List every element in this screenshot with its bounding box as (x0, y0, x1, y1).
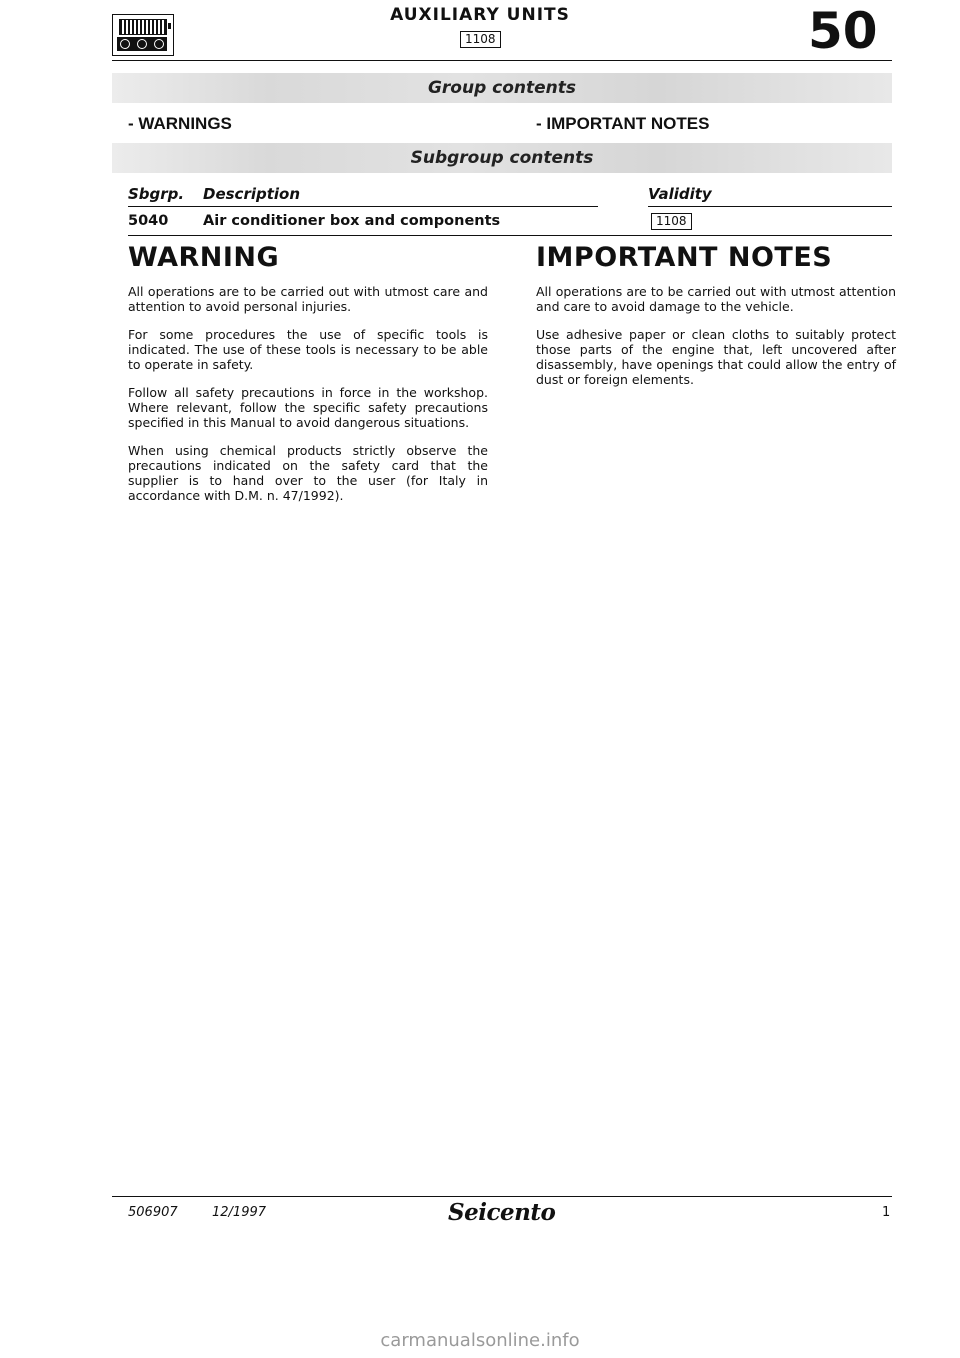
subgroup-contents-title: Subgroup contents (410, 148, 594, 168)
subgroup-validity-badge: 1108 (651, 213, 692, 230)
column-header-validity: Validity (648, 185, 712, 203)
subgroup-contents-banner (112, 143, 892, 173)
header-divider (112, 60, 892, 61)
notes-paragraph: Use adhesive paper or clean cloths to suitably protect those parts of the engine that, left uncovered after disassembly, have openings that could allow the entry of dust or foreign elements. (536, 327, 896, 387)
page-number: 1 (882, 1205, 891, 1220)
validity-badge: 1108 (460, 31, 501, 48)
connector-symbol (117, 37, 167, 51)
header-underline (648, 206, 892, 207)
warning-heading: WARNING (128, 242, 280, 273)
important-notes-link[interactable]: - IMPORTANT NOTES (536, 114, 710, 133)
column-header-description: Description (203, 185, 301, 203)
warning-paragraph: All operations are to be carried out with utmost care and attention to avoid personal injuries. (128, 284, 488, 314)
table-row-divider (128, 235, 892, 236)
subgroup-code[interactable]: 5040 (128, 213, 169, 229)
watermark: carmanualsonline.info (380, 1330, 580, 1351)
document-code: 506907 (128, 1205, 178, 1220)
important-notes-heading: IMPORTANT NOTES (536, 242, 833, 273)
notes-paragraph: All operations are to be carried out with utmost attention and care to avoid damage to the vehicle. (536, 284, 896, 314)
group-contents-banner (112, 73, 892, 103)
column-header-sbgrp: Sbgrp. (128, 185, 185, 203)
section-title: AUXILIARY UNITS (390, 5, 570, 25)
footer-divider (112, 1196, 892, 1197)
group-number: 50 (808, 2, 878, 60)
brand-logo: Seicento (448, 1199, 556, 1226)
warning-text (128, 284, 488, 516)
important-notes-text (536, 284, 896, 400)
battery-connector-icon (112, 14, 174, 56)
group-contents-title: Group contents (427, 78, 577, 98)
battery-symbol (119, 19, 167, 35)
warnings-link[interactable]: - WARNINGS (128, 114, 232, 133)
warning-paragraph: Follow all safety precautions in force in the workshop. Where relevant, follow the specific safety precautions specified in this Manual to avoid dangerous situations. (128, 385, 488, 430)
warning-paragraph: When using chemical products strictly observe the precautions indicated on the safety card that the supplier is to hand over to the user (for Italy in accordance with D.M. n. 47/1992). (128, 443, 488, 503)
header-underline (128, 206, 598, 207)
warning-paragraph: For some procedures the use of specific tools is indicated. The use of these tools is necessary to be able to operate in safety. (128, 327, 488, 372)
publication-date: 12/1997 (212, 1205, 267, 1220)
subgroup-description[interactable]: Air conditioner box and components (203, 213, 501, 229)
